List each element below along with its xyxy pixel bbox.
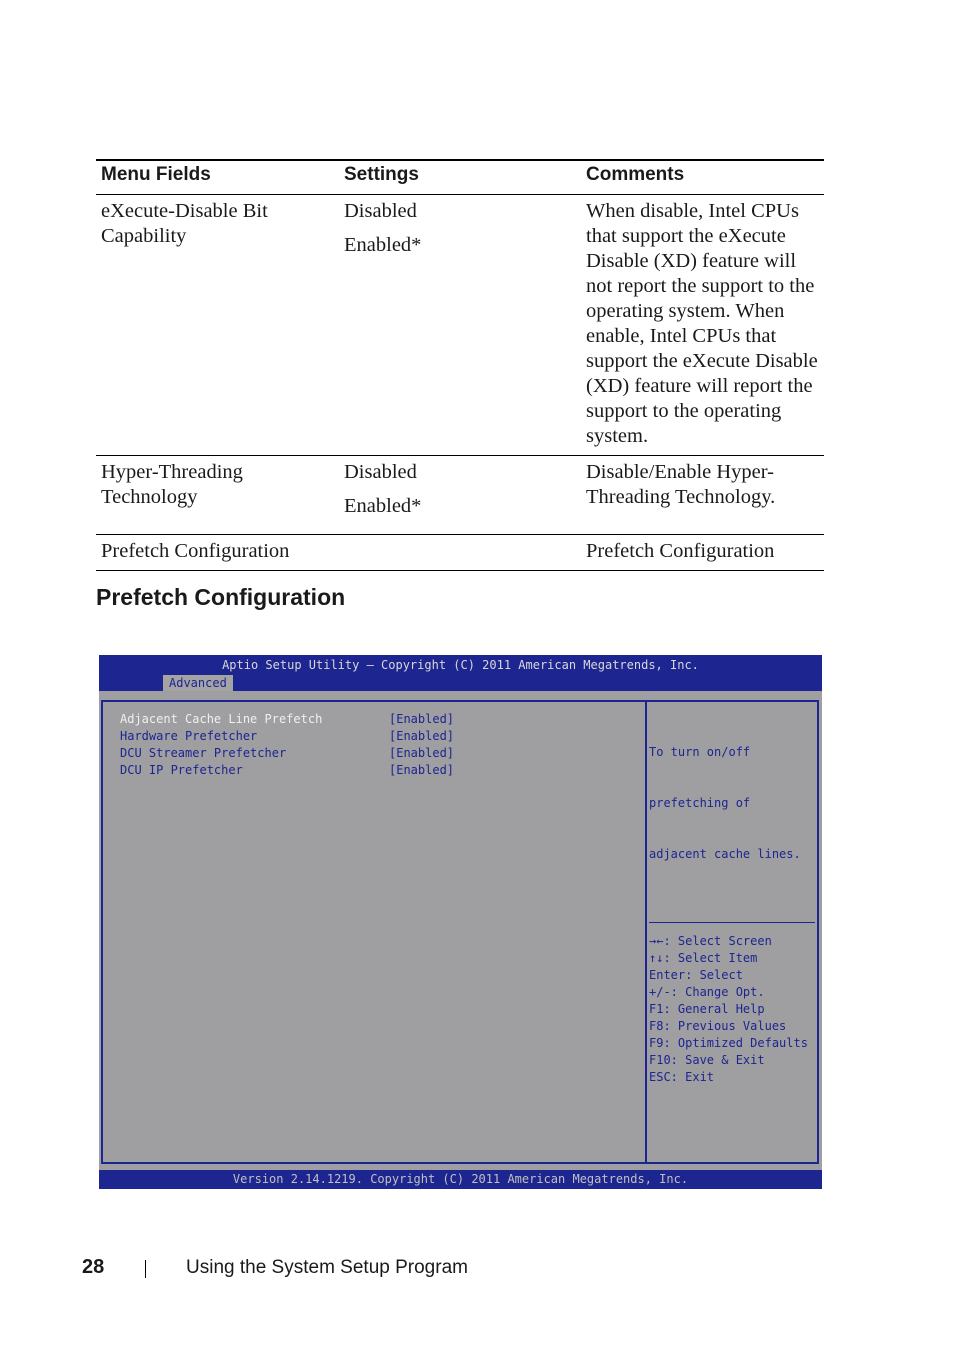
menu-item-hardware-prefetcher[interactable]: Hardware Prefetcher (120, 729, 258, 743)
settings-cell (339, 195, 581, 456)
table-header-row (96, 160, 824, 195)
header-settings: Settings (339, 160, 581, 195)
help-line: To turn on/off (649, 745, 751, 759)
running-title: Using the System Setup Program (186, 1257, 468, 1278)
comment-cell: Prefetch Configuration (581, 535, 824, 571)
help-separator (649, 922, 815, 923)
page-number: 28 (82, 1256, 105, 1278)
bios-main-panel (101, 700, 819, 1164)
section-title: Prefetch Configuration (96, 584, 346, 610)
panel-divider (645, 702, 647, 1162)
setting-option: Disabled (344, 461, 417, 483)
tab-advanced[interactable]: Advanced (163, 675, 233, 691)
menu-item-dcu-streamer-prefetcher[interactable]: DCU Streamer Prefetcher (120, 746, 287, 760)
footer-divider (145, 1260, 146, 1278)
setting-option-default: Enabled* (344, 495, 422, 517)
table-row (96, 195, 824, 456)
menu-item-adjacent-cache-line-prefetch[interactable]: Adjacent Cache Line Prefetch (120, 712, 323, 726)
comment-cell: Disable/Enable Hyper-Threading Technology. (581, 456, 824, 535)
header-comments: Comments (581, 160, 824, 195)
help-line: prefetching of (649, 796, 751, 810)
table-row (96, 535, 824, 571)
key-hint: +/-: Change Opt. (649, 985, 765, 999)
key-hint: F9: Optimized Defaults (649, 1036, 808, 1050)
key-hint: ↑↓: Select Item (649, 951, 758, 965)
help-line: adjacent cache lines. (649, 847, 801, 861)
comment-cell: When disable, Intel CPUs that support the eXecute Disable (XD) feature will not report the support to the operating system. When enable, Intel CPUs that support the eXecute Disable (XD) feature will report the support to the operating system. (581, 195, 824, 456)
key-hint: F8: Previous Values (649, 1019, 787, 1033)
help-text (649, 710, 801, 897)
bios-footer: Version 2.14.1219. Copyright (C) 2011 American Megatrends, Inc. (99, 1170, 822, 1189)
key-hint: F1: General Help (649, 1002, 765, 1016)
menu-value[interactable]: [Enabled] (389, 729, 455, 743)
bios-screenshot (99, 655, 822, 1189)
table-row (96, 456, 824, 535)
key-hint: Enter: Select (649, 968, 743, 982)
setting-option-default: Enabled* (344, 234, 422, 256)
key-hint: ESC: Exit (649, 1070, 715, 1084)
field-cell: Prefetch Configuration (96, 535, 339, 571)
settings-table (96, 159, 824, 571)
bios-header (99, 655, 822, 691)
header-menu-fields: Menu Fields (96, 160, 339, 195)
menu-item-dcu-ip-prefetcher[interactable]: DCU IP Prefetcher (120, 763, 243, 777)
menu-value[interactable]: [Enabled] (389, 712, 455, 726)
field-cell: Hyper-Threading Technology (96, 456, 339, 535)
settings-cell (339, 456, 581, 535)
bios-title: Aptio Setup Utility – Copyright (C) 2011 American Megatrends, Inc. (222, 658, 699, 672)
key-hint: F10: Save & Exit (649, 1053, 765, 1067)
field-cell: eXecute-Disable Bit Capability (96, 195, 339, 456)
menu-value[interactable]: [Enabled] (389, 763, 455, 777)
key-legend (649, 933, 808, 1086)
key-hint: →←: Select Screen (649, 934, 772, 948)
menu-value[interactable]: [Enabled] (389, 746, 455, 760)
setting-option: Disabled (344, 200, 417, 222)
settings-cell (339, 535, 581, 571)
